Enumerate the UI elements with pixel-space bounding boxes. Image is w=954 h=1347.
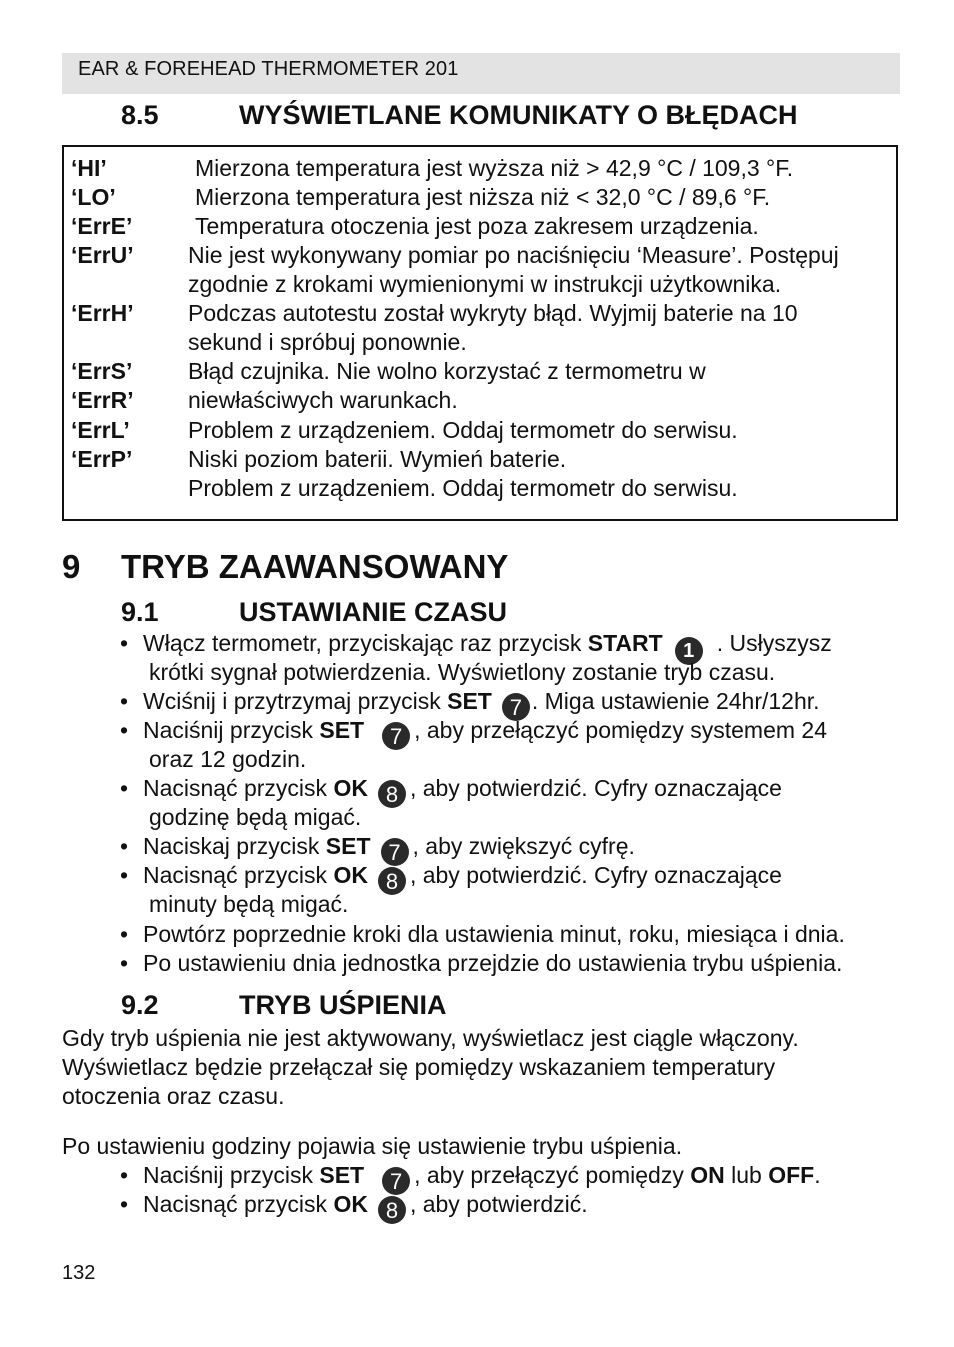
error-desc-errp: Niski poziom baterii. Wymień baterie. (188, 446, 567, 472)
error-desc-errh: Podczas autotestu został wykryty błąd. Wyjmij baterie na 10 (188, 300, 798, 326)
error-desc-errp-cont: Problem z urządzeniem. Oddaj termometr do serwisu. (188, 475, 738, 501)
ok-button-label: OK (333, 862, 368, 888)
bullet: • (120, 950, 129, 976)
step-list-item: Naciśnij przycisk SET 7 , aby przełączyć pomiędzy systemem 24 (143, 717, 827, 749)
header-title: EAR & FOREHEAD THERMOMETER 201 (78, 58, 459, 80)
section-9-number: 9 (62, 548, 81, 585)
set-button-label: SET (325, 833, 371, 859)
paragraph-line: Gdy tryb uśpienia nie jest aktywowany, wyświetlacz jest ciągle włączony. (62, 1025, 799, 1051)
ok-button-icon: 8 (378, 867, 406, 895)
error-desc-hi: Mierzona temperatura jest wyższa niż > 42,9 °C / 109,3 °F. (195, 155, 794, 181)
ok-button-label: OK (333, 1191, 368, 1217)
step-list-item: Naciskaj przycisk SET 7 , aby zwiększyć cyfrę. (143, 833, 635, 865)
section-9-1-number: 9.1 (121, 597, 159, 627)
start-button-icon: 1 (675, 637, 703, 665)
step-list-item: Po ustawieniu dnia jednostka przejdzie do ustawienia trybu uśpienia. (143, 950, 843, 976)
error-code-errl: ‘ErrL’ (71, 417, 130, 443)
error-desc-errs: Błąd czujnika. Nie wolno korzystać z termometru w (188, 358, 706, 384)
section-8-5-title: WYŚWIETLANE KOMUNIKATY O BŁĘDACH (239, 100, 798, 130)
start-button-label: START (587, 630, 663, 656)
step-list-item: Wciśnij i przytrzymaj przycisk SET 7 . Miga ustawienie 24hr/12hr. (143, 688, 820, 720)
set-button-label: SET (319, 717, 365, 743)
off-option: OFF (768, 1162, 815, 1188)
bullet: • (120, 775, 129, 801)
set-button-icon: 7 (381, 838, 409, 866)
step-list-item: Nacisnąć przycisk OK 8 , aby potwierdzić. (143, 1191, 588, 1223)
bullet: • (120, 862, 129, 888)
section-9-1-title: USTAWIANIE CZASU (239, 597, 507, 627)
set-button-icon: 7 (502, 693, 530, 721)
step-list-item: Naciśnij przycisk SET 7 , aby przełączyć pomiędzy ON lub OFF. (143, 1162, 821, 1194)
page-number: 132 (62, 1262, 96, 1284)
error-code-erru: ‘ErrU’ (71, 242, 134, 268)
step-list-item: Włącz termometr, przyciskając raz przycisk START 1 . Usłyszysz (143, 630, 832, 665)
step-list-item: Nacisnąć przycisk OK 8 , aby potwierdzić. Cyfry oznaczające (143, 862, 782, 894)
error-code-erre: ‘ErrE’ (71, 213, 133, 239)
error-desc-erru: Nie jest wykonywany pomiar po naciśnięciu ‘Measure’. Postępuj (188, 242, 839, 268)
bullet: • (120, 1191, 129, 1217)
ok-button-icon: 8 (378, 1196, 406, 1224)
bullet: • (120, 717, 129, 743)
section-9-2-title: TRYB UŚPIENIA (239, 990, 447, 1020)
error-code-errr: ‘ErrR’ (71, 387, 134, 413)
step-list-item: Powtórz poprzednie kroki dla ustawienia minut, roku, miesiąca i dnia. (143, 921, 845, 947)
paragraph-line: otoczenia oraz czasu. (62, 1083, 285, 1109)
error-code-errh: ‘ErrH’ (71, 300, 134, 326)
section-8-5-number: 8.5 (121, 100, 159, 130)
set-button-icon: 7 (382, 1167, 410, 1195)
set-button-label: SET (447, 688, 492, 714)
bullet: • (120, 1162, 129, 1188)
paragraph-line: Wyświetlacz będzie przełączał się pomiędzy wskazaniem temperatury (62, 1054, 776, 1080)
step-list-item-cont: oraz 12 godzin. (149, 746, 307, 772)
error-desc-errl: Problem z urządzeniem. Oddaj termometr do serwisu. (188, 417, 738, 443)
bullet: • (120, 833, 129, 859)
bullet: • (120, 921, 129, 947)
bullet: • (120, 630, 129, 656)
step-list-item-cont: krótki sygnał potwierdzenia. Wyświetlony zostanie tryb czasu. (149, 659, 776, 685)
paragraph-line: Po ustawieniu godziny pojawia się ustawienie trybu uśpienia. (62, 1133, 683, 1159)
header-bar (62, 53, 900, 94)
section-9-title: TRYB ZAAWANSOWANY (121, 548, 509, 585)
error-desc-errr: niewłaściwych warunkach. (188, 387, 458, 413)
ok-button-icon: 8 (378, 780, 406, 808)
step-list-item-cont: minuty będą migać. (149, 891, 349, 917)
on-option: ON (690, 1162, 725, 1188)
set-button-icon: 7 (382, 722, 410, 750)
error-code-errp: ‘ErrP’ (71, 446, 133, 472)
bullet: • (120, 688, 129, 714)
ok-button-label: OK (333, 775, 368, 801)
step-list-item-cont: godzinę będą migać. (149, 804, 362, 830)
error-code-lo: ‘LO’ (71, 184, 116, 210)
set-button-label: SET (319, 1162, 365, 1188)
error-desc-lo: Mierzona temperatura jest niższa niż < 32,0 °C / 89,6 °F. (195, 184, 771, 210)
error-desc-erru-cont: zgodnie z krokami wymienionymi w instrukcji użytkownika. (188, 271, 782, 297)
error-desc-errh-cont: sekund i spróbuj ponownie. (188, 329, 467, 355)
error-code-hi: ‘HI’ (71, 155, 107, 181)
step-list-item: Nacisnąć przycisk OK 8 , aby potwierdzić. Cyfry oznaczające (143, 775, 782, 807)
error-desc-erre: Temperatura otoczenia jest poza zakresem urządzenia. (195, 213, 759, 239)
section-9-2-number: 9.2 (121, 990, 159, 1020)
error-code-errs: ‘ErrS’ (71, 358, 133, 384)
